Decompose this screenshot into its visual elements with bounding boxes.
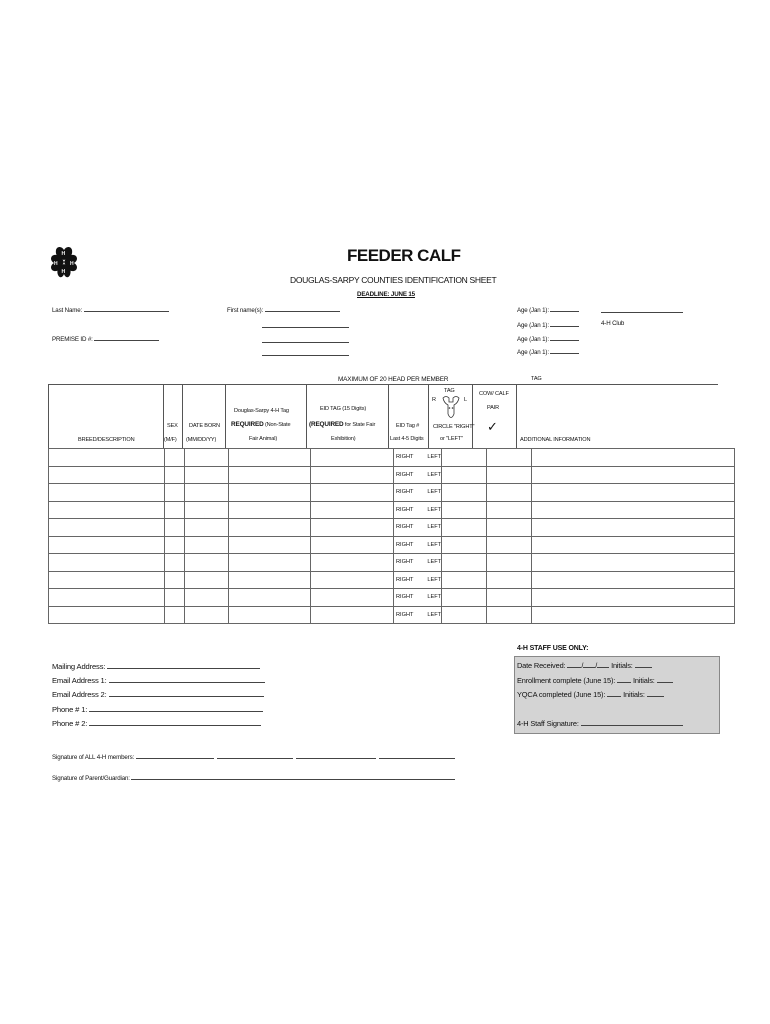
table-row [49,589,735,607]
table-cell[interactable] [311,501,394,519]
right-left-cell[interactable] [394,589,442,607]
header-eid-3: Exhibition) [331,436,356,442]
left-option[interactable]: LEFT [427,506,442,513]
header-cow-2: PAIR [487,405,500,411]
table-cell[interactable] [165,589,185,607]
table-cell[interactable] [49,519,165,537]
header-cow-1: COW/ CALF [479,391,509,397]
table-row [49,466,735,484]
table-cell[interactable] [165,606,185,624]
email-1-field[interactable]: Email Address 1: [52,675,265,685]
table-cell[interactable] [311,536,394,554]
table-cell[interactable] [532,589,735,607]
right-option[interactable]: RIGHT [396,576,414,583]
email-2-field[interactable]: Email Address 2: [52,689,264,699]
table-cell[interactable] [442,484,487,502]
left-option[interactable]: LEFT [427,471,442,478]
header-tag-l: L [464,397,467,403]
svg-text:H: H [54,261,58,267]
right-option[interactable]: RIGHT [396,541,414,548]
table-cell[interactable] [229,589,311,607]
phone-2-field[interactable]: Phone # 2: [52,718,261,728]
table-row [49,501,735,519]
header-ds-2: REQUIRED (Non-State [231,421,291,428]
header-ds-3: Fair Animal) [249,436,278,442]
table-row [49,484,735,502]
tag-top-label: TAG [531,376,542,382]
table-cell[interactable] [229,571,311,589]
table-cell[interactable] [229,449,311,467]
table-cell[interactable] [487,484,532,502]
header-additional: ADDITIONAL INFORMATION [520,437,591,443]
table-cell[interactable] [442,571,487,589]
header-breed: BREED/DESCRIPTION [78,437,135,443]
table-cell[interactable] [487,536,532,554]
svg-text:H: H [61,269,66,275]
table-cell[interactable] [229,554,311,572]
table-cell[interactable] [49,449,165,467]
header-date-2: (MM/DD/YY) [186,437,217,443]
premise-id-field[interactable] [52,334,159,343]
table-cell[interactable] [49,536,165,554]
table-cell[interactable] [185,606,229,624]
table-cell[interactable] [49,589,165,607]
header-tag-label: TAG [444,388,455,394]
table-cell[interactable] [165,501,185,519]
ear-tag-icon [441,394,461,422]
table-cell[interactable] [311,589,394,607]
left-option[interactable]: LEFT [427,576,442,583]
4-h-clover-icon [50,244,78,280]
table-row [49,449,735,467]
table-cell[interactable] [532,571,735,589]
table-cell[interactable] [532,466,735,484]
table-cell[interactable] [49,554,165,572]
age-field-4[interactable]: Age (Jan 1): [517,347,579,356]
left-option[interactable]: LEFT [427,489,442,496]
table-cell[interactable] [532,484,735,502]
table-row [49,606,735,624]
table-cell[interactable] [165,466,185,484]
first-name-line-4[interactable] [262,349,349,358]
table-cell[interactable] [311,606,394,624]
last-name-field[interactable] [52,305,169,314]
table-cell[interactable] [311,449,394,467]
phone-1-field[interactable]: Phone # 1: [52,704,263,714]
age-field-1[interactable]: Age (Jan 1): [517,305,579,314]
table-cell[interactable] [532,606,735,624]
right-option[interactable]: RIGHT [396,559,414,566]
header-sex-1: SEX [167,423,178,429]
right-left-cell[interactable] [394,449,442,467]
table-cell[interactable] [311,571,394,589]
table-cell[interactable] [185,571,229,589]
left-option[interactable]: LEFT [427,524,442,531]
table-cell[interactable] [165,554,185,572]
table-cell[interactable] [487,589,532,607]
table-cell[interactable] [487,571,532,589]
premise-id-label: PREMISE ID #: [52,336,93,343]
table-cell[interactable] [185,519,229,537]
table-cell[interactable] [229,484,311,502]
first-name-label: First name(s): [227,307,264,314]
left-option[interactable]: LEFT [427,611,442,618]
right-left-cell[interactable] [394,501,442,519]
table-cell[interactable] [229,536,311,554]
table-cell[interactable] [311,519,394,537]
first-name-line-3[interactable] [262,336,349,345]
right-left-cell[interactable] [394,519,442,537]
table-cell[interactable] [165,449,185,467]
table-cell[interactable] [49,501,165,519]
left-option[interactable]: LEFT [427,559,442,566]
right-option[interactable]: RIGHT [396,524,414,531]
table-cell[interactable] [442,554,487,572]
staff-title: 4-H STAFF USE ONLY: [517,645,589,652]
header-tag-r: R [432,397,436,403]
table-cell[interactable] [442,449,487,467]
right-option[interactable]: RIGHT [396,489,414,496]
date-received-field[interactable]: Date Received: / / Initials: [517,661,652,670]
table-cell[interactable] [487,449,532,467]
page-subtitle: DOUGLAS-SARPY COUNTIES IDENTIFICATION SHEET [290,275,497,285]
yqca-field[interactable]: YQCA completed (June 15): Initials: [517,690,664,699]
table-cell[interactable] [442,519,487,537]
svg-text:H: H [70,261,74,267]
deadline: DEADLINE: JUNE 15 [357,291,415,298]
right-option[interactable]: RIGHT [396,594,414,601]
table-cell[interactable] [442,589,487,607]
table-cell[interactable] [185,449,229,467]
table-cell[interactable] [165,571,185,589]
club-name-line[interactable] [601,306,683,315]
table-caption: MAXIMUM OF 20 HEAD PER MEMBER [338,376,449,383]
right-option[interactable]: RIGHT [396,471,414,478]
table-row [49,536,735,554]
header-date-1: DATE BORN [189,423,220,429]
header-eid-2: (REQUIRED for State Fair [309,421,376,428]
header-last-2: Last 4-5 Digits [390,436,424,442]
table-cell[interactable] [311,466,394,484]
table-cell[interactable] [442,501,487,519]
left-option[interactable]: LEFT [427,541,442,548]
table-cell[interactable] [442,536,487,554]
staff-signature-field[interactable]: 4-H Staff Signature: [517,719,683,728]
last-name-label: Last Name: [52,307,83,314]
table-cell[interactable] [229,606,311,624]
feeder-calf-table [48,448,735,624]
first-name-line-2[interactable] [262,321,349,330]
table-cell[interactable] [311,554,394,572]
right-option[interactable]: RIGHT [396,506,414,513]
table-cell[interactable] [49,484,165,502]
table-row [49,554,735,572]
mailing-address-field[interactable]: Mailing Address: [52,661,260,671]
table-cell[interactable] [487,501,532,519]
svg-text:H: H [61,251,66,257]
parent-signature-field[interactable]: Signature of Parent/Guardian: [52,773,455,782]
check-mark: ✓ [487,420,498,435]
header-sex-2: (M/F) [164,437,177,443]
table-cell[interactable] [185,501,229,519]
table-cell[interactable] [229,519,311,537]
age-field-2[interactable]: Age (Jan 1): [517,320,579,329]
table-cell[interactable] [185,536,229,554]
table-cell[interactable] [185,466,229,484]
table-cell[interactable] [311,484,394,502]
table-cell[interactable] [49,571,165,589]
table-cell[interactable] [165,519,185,537]
header-ds-1: Douglas-Sarpy 4-H Tag [234,408,289,414]
table-cell[interactable] [532,536,735,554]
first-name-field[interactable] [227,305,340,314]
table-row [49,519,735,537]
table-cell[interactable] [165,536,185,554]
table-cell[interactable] [165,484,185,502]
page-title: FEEDER CALF [347,246,461,265]
age-field-3[interactable]: Age (Jan 1): [517,334,579,343]
table-cell[interactable] [487,606,532,624]
left-option[interactable]: LEFT [427,594,442,601]
left-option[interactable]: LEFT [427,454,442,461]
right-left-cell[interactable] [394,466,442,484]
table-cell[interactable] [532,554,735,572]
table-cell[interactable] [185,484,229,502]
table-cell[interactable] [532,449,735,467]
right-option[interactable]: RIGHT [396,454,414,461]
table-cell[interactable] [487,554,532,572]
table-cell[interactable] [442,606,487,624]
table-cell[interactable] [229,466,311,484]
right-left-cell[interactable] [394,554,442,572]
table-cell[interactable] [185,589,229,607]
club-label: 4-H Club [601,320,625,327]
right-option[interactable]: RIGHT [396,611,414,618]
table-cell[interactable] [487,466,532,484]
table-cell[interactable] [229,501,311,519]
table-cell[interactable] [442,466,487,484]
table-cell[interactable] [532,519,735,537]
member-signatures-field[interactable]: Signature of ALL 4-H members: [52,752,455,761]
header-last-1: EID Tag # [396,423,420,429]
right-left-cell[interactable] [394,536,442,554]
right-left-cell[interactable] [394,606,442,624]
right-left-cell[interactable] [394,484,442,502]
table-cell[interactable] [185,554,229,572]
header-eid-1: EID TAG (15 Digits) [320,406,367,412]
table-cell[interactable] [49,606,165,624]
table-cell[interactable] [532,501,735,519]
table-cell[interactable] [487,519,532,537]
header-circle-1: CIRCLE "RIGHT" [433,424,475,430]
enrollment-field[interactable]: Enrollment complete (June 15): Initials: [517,676,673,685]
table-row [49,571,735,589]
right-left-cell[interactable] [394,571,442,589]
header-circle-2: or "LEFT" [440,436,463,442]
table-cell[interactable] [49,466,165,484]
